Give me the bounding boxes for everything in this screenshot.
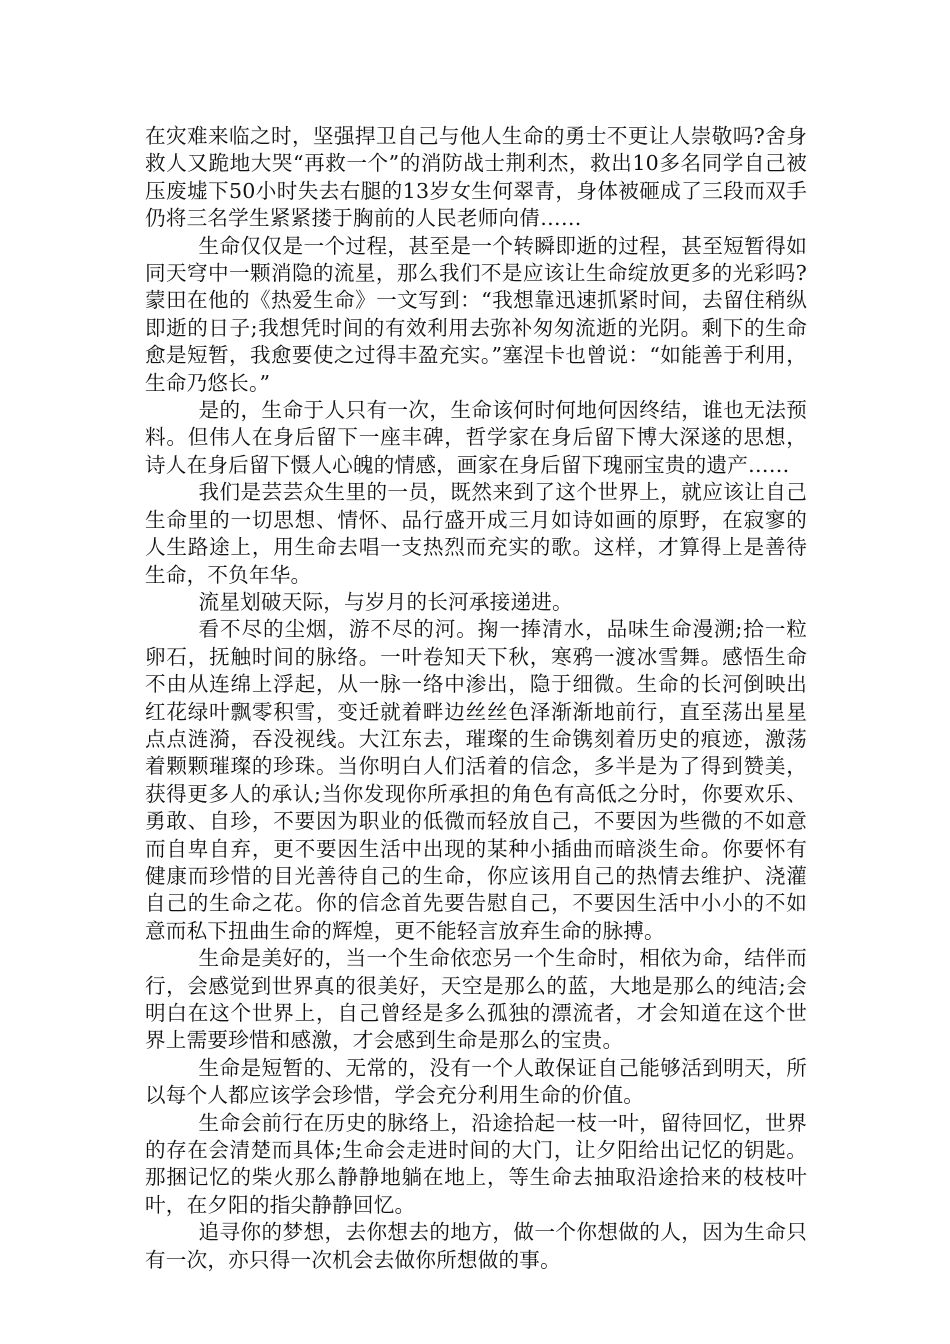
paragraph-7: 生命是美好的，当一个生命依恋另一个生命时，相依为命，结伴而行，会感觉到世界真的很美好，天空是那么的蓝，大地是那么的纯洁;会明白在这个世界上，自己曾经是多么孤独的漂流者，才会知道在这个世界上需要珍惜和感激，才会感到生命是那么的宝贵。: [145, 946, 807, 1053]
paragraph-1: 在灾难来临之时，坚强捍卫自己与他人生命的勇士不更让人崇敬吗?舍身救人又跪地大哭“再救一个”的消防战士荆利杰，救出10多名同学自己被压废墟下50小时失去右腿的13岁女生何翠青，身体被砸成了三段而双手仍将三名学生紧紧搂于胸前的人民老师向倩……: [145, 124, 807, 231]
paragraph-9: 生命会前行在历史的脉络上，沿途拾起一枝一叶，留待回忆，世界的存在会清楚而具体;生命会走进时间的大门，让夕阳给出记忆的钥匙。那捆记忆的柴火那么静静地躺在地上，等生命去抽取沿途拾来的枝枝叶叶，在夕阳的指尖静静回忆。: [145, 1110, 807, 1217]
paragraph-4: 我们是芸芸众生里的一员，既然来到了这个世界上，就应该让自己生命里的一切思想、情怀、品行盛开成三月如诗如画的原野，在寂寥的人生路途上，用生命去唱一支热烈而充实的歌。这样，才算得上是善待生命，不负年华。: [145, 480, 807, 587]
paragraph-10: 追寻你的梦想，去你想去的地方，做一个你想做的人，因为生命只有一次，亦只得一次机会去做你所想做的事。: [145, 1220, 807, 1272]
paragraph-3: 是的，生命于人只有一次，生命该何时何地何因终结，谁也无法预料。但伟人在身后留下一座丰碑，哲学家在身后留下博大深遂的思想，诗人在身后留下慑人心魄的情感，画家在身后留下瑰丽宝贵的遗产……: [145, 398, 807, 477]
document-body: [145, 123, 807, 1274]
paragraph-8: 生命是短暂的、无常的，没有一个人敢保证自己能够活到明天，所以每个人都应该学会珍惜，学会充分利用生命的价值。: [145, 1055, 807, 1108]
paragraph-6: 看不尽的尘烟，游不尽的河。掬一捧清水，品味生命漫溯;拾一粒卵石，抚触时间的脉络。一叶卷知天下秋，寒鸦一渡冰雪舞。感悟生命不由从连绵上浮起，从一脉一络中渗出，隐于细微。生命的长河倒映出红花绿叶飘零积雪，变迁就着畔边丝丝色泽渐渐地前行，直至荡出星星点点涟漪，吞没视线。大江东去，璀璨的生命镌刻着历史的痕迹，激荡着颗颗璀璨的珍珠。当你明白人们活着的信念，多半是为了得到赞美，获得更多人的承认;当你发现你所承担的角色有高低之分时，你要欢乐、勇敢、自珍，不要因为职业的低微而轻放自己，不要因为些微的不如意而自卑自弃，更不要因生活中出现的某种小插曲而暗淡生命。你要怀有健康而珍惜的目光善待自己的生命，你应该用自己的热情去维护、浇灌自己的生命之花。你的信念首先要告慰自己，不要因生活中小小的不如意而私下扭曲生命的辉煌，更不能轻言放弃生命的脉搏。: [145, 617, 807, 943]
paragraph-5: 流星划破天际，与岁月的长河承接递进。: [198, 589, 573, 614]
paragraph-2: 生命仅仅是一个过程，甚至是一个转瞬即逝的过程，甚至短暂得如同天穹中一颗消隐的流星，那么我们不是应该让生命绽放更多的光彩吗?蒙田在他的《热爱生命》一文写到：“我想靠迅速抓紧时间，去留住稍纵即逝的日子;我想凭时间的有效利用去弥补匆匆流逝的光阴。剩下的生命愈是短暂，我愈要使之过得丰盈充实。”塞涅卡也曾说：“如能善于利用，生命乃悠长。”: [145, 233, 807, 395]
